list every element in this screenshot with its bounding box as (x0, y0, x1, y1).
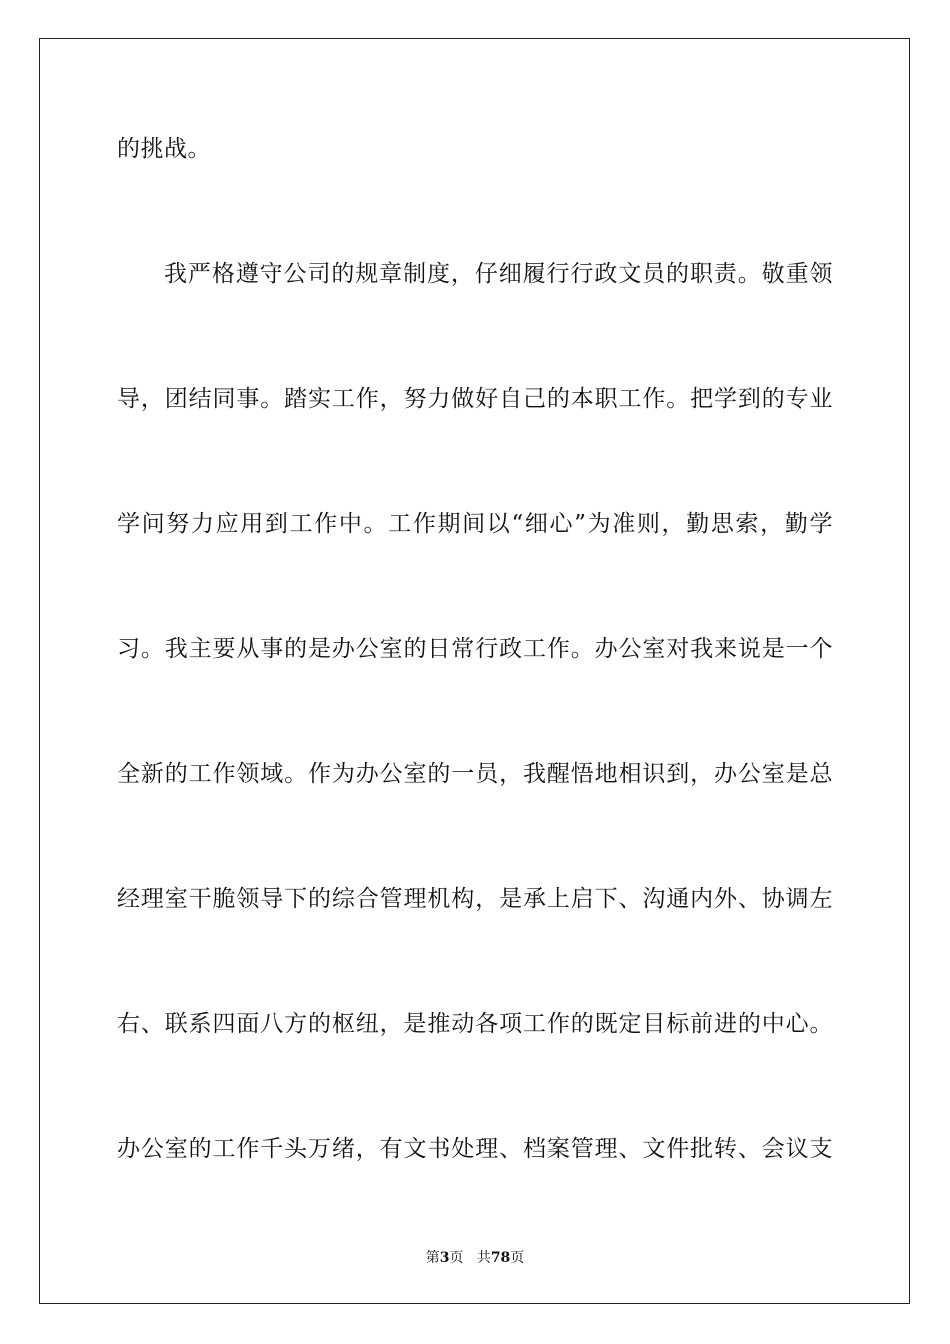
paragraph-line-7: 经理室干脆领导下的综合管理机构，是承上启下、沟通内外、协调左 (117, 886, 833, 912)
paragraph-line-9: 办公室的工作千头万绪，有文书处理、档案管理、文件批转、会议支 (117, 1136, 833, 1162)
page-prefix: 第 (425, 1250, 440, 1266)
total-suffix: 页 (510, 1250, 525, 1266)
paragraph-line-3: 导，团结同事。踏实工作，努力做好自己的本职工作。把学到的专业 (117, 386, 833, 412)
paragraph-line-8: 右、联系四面八方的枢纽，是推动各项工作的既定目标前进的中心。 (117, 1011, 833, 1037)
total-prefix: 共 (476, 1250, 491, 1266)
paragraph-line-6: 全新的工作领域。作为办公室的一员，我醒悟地相识到，办公室是总 (117, 761, 833, 787)
page-border (39, 38, 910, 1304)
paragraph-line-2: 我严格遵守公司的规章制度，仔细履行行政文员的职责。敬重领 (164, 261, 833, 287)
paragraph-line-1: 的挑战。 (117, 136, 211, 162)
paragraph-line-4: 学问努力应用到工作中。工作期间以“细心”为准则，勤思索，勤学 (117, 511, 833, 537)
page-number: 3 (439, 1250, 450, 1266)
page-footer (0, 1247, 950, 1267)
page-suffix: 页 (449, 1250, 464, 1266)
paragraph-line-5: 习。我主要从事的是办公室的日常行政工作。办公室对我来说是一个 (117, 636, 833, 662)
total-pages: 78 (490, 1250, 511, 1266)
